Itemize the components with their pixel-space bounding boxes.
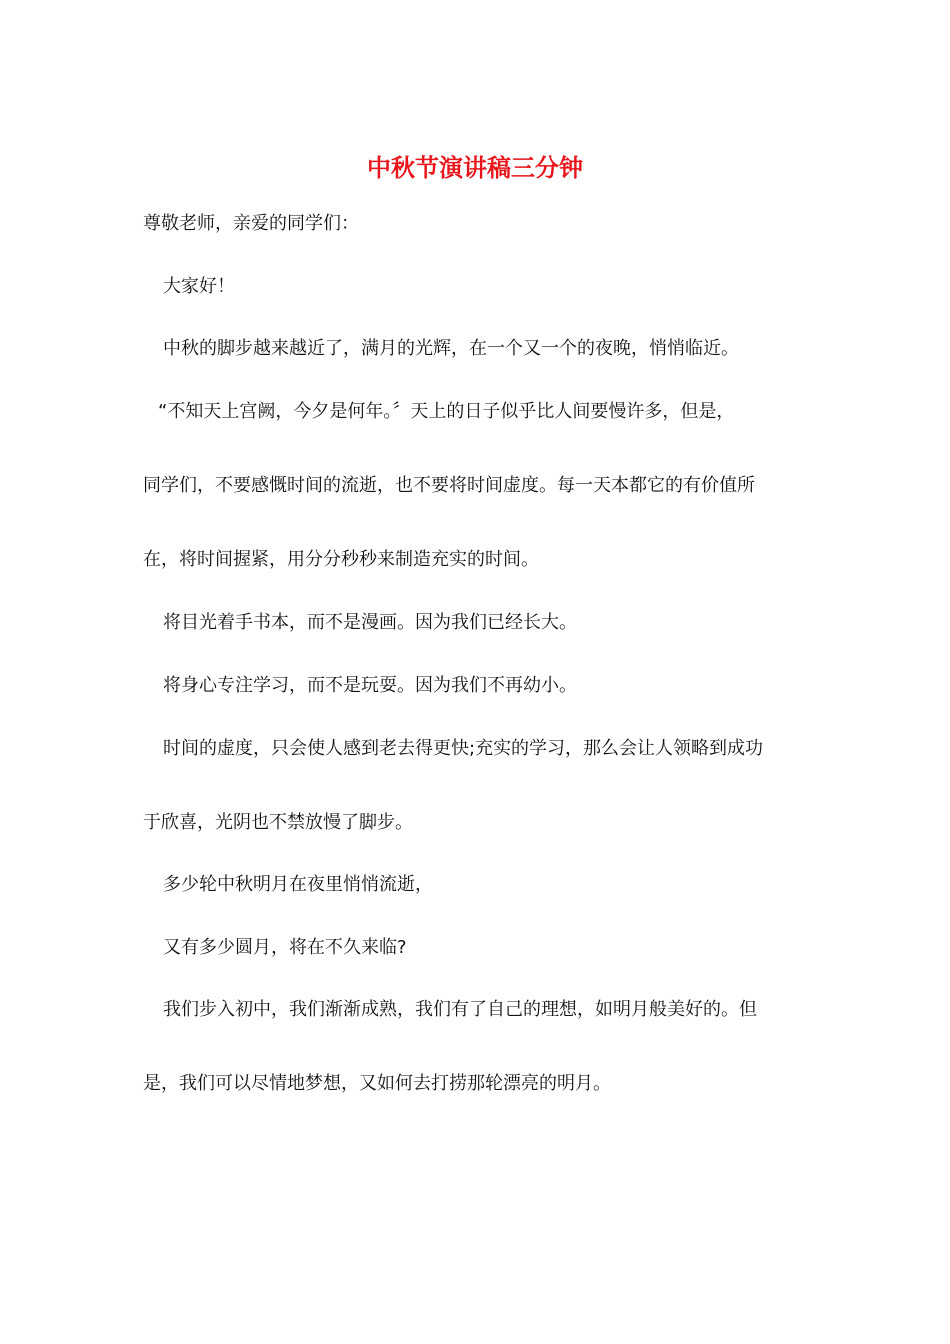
paragraph-line: 将身心专注学习，而不是玩耍。因为我们不再幼小。 xyxy=(163,675,577,696)
paragraph-line: 于欣喜，光阴也不禁放慢了脚步。 xyxy=(143,812,413,833)
paragraph-line: 我们步入初中，我们渐渐成熟，我们有了自己的理想，如明月般美好的。但 xyxy=(163,999,757,1020)
paragraph-line: 又有多少圆月，将在不久来临? xyxy=(163,937,407,958)
paragraph-line: 同学们，不要感慨时间的流逝，也不要将时间虚度。每一天本都它的有价值所 xyxy=(143,475,755,496)
paragraph-line: 中秋的脚步越来越近了，满月的光辉，在一个又一个的夜晚，悄悄临近。 xyxy=(163,338,739,359)
paragraph-line: 是，我们可以尽情地梦想，又如何去打捞那轮漂亮的明月。 xyxy=(143,1073,611,1094)
paragraph-line: 时间的虚度，只会使人感到老去得更快;充实的学习，那么会让人领略到成功 xyxy=(163,738,764,759)
paragraph-line: “不知天上宫阙，今夕是何年。〞天上的日子似乎比人间要慢许多，但是， xyxy=(158,401,735,422)
document-title: 中秋节演讲稿三分钟 xyxy=(367,153,583,182)
paragraph-line: 在，将时间握紧，用分分秒秒来制造充实的时间。 xyxy=(143,549,539,570)
greeting-line: 大家好！ xyxy=(163,276,235,297)
paragraph-line: 将目光着手书本，而不是漫画。因为我们已经长大。 xyxy=(163,612,577,633)
paragraph-line: 多少轮中秋明月在夜里悄悄流逝， xyxy=(163,874,433,895)
salutation-line: 尊敬老师，亲爱的同学们： xyxy=(143,213,359,234)
